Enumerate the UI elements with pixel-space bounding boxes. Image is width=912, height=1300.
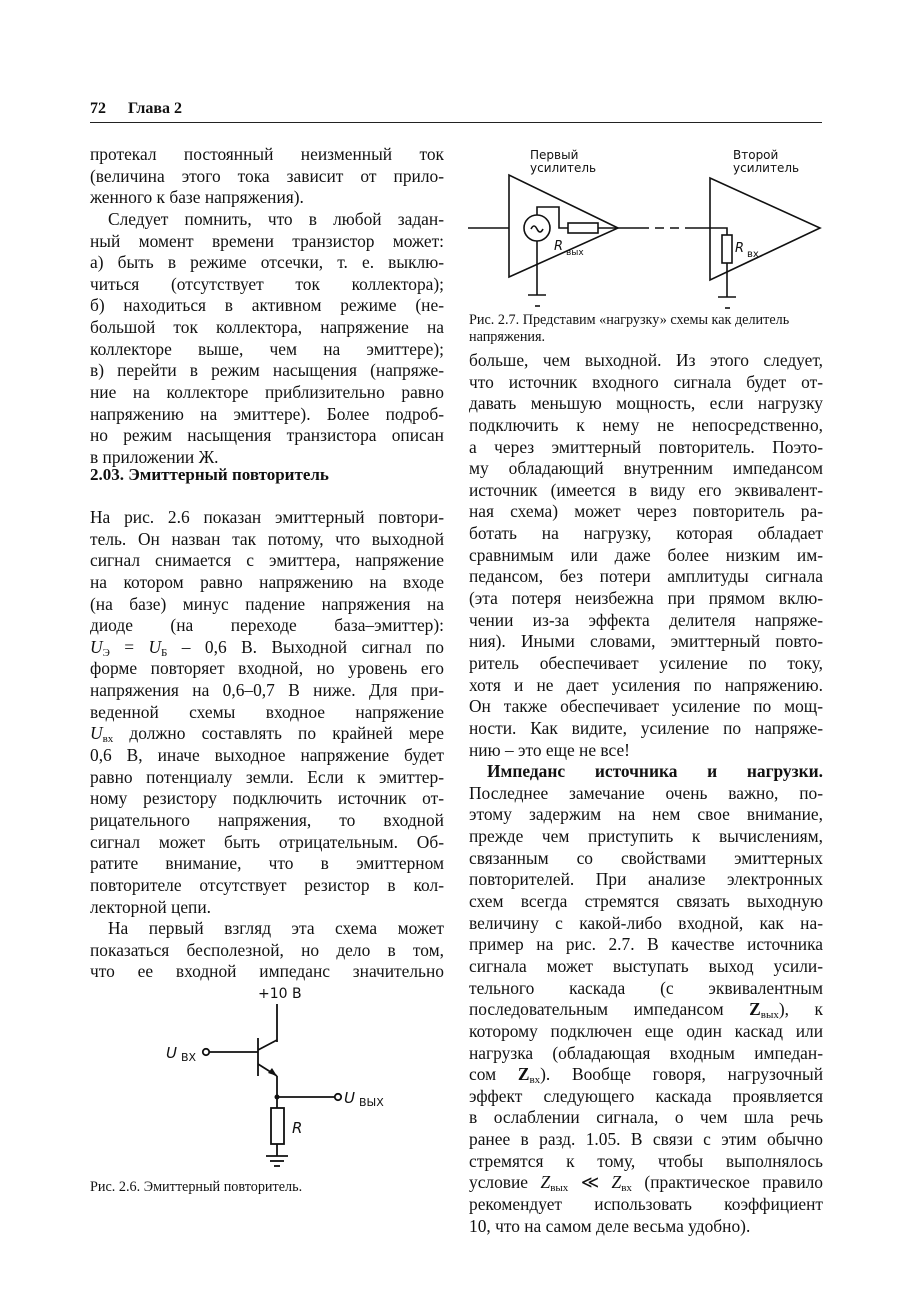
supply-label: +10 В — [258, 986, 302, 1002]
text-line: в ослаблении сигнала, о чем шла речь — [469, 1107, 823, 1128]
text-run: условие — [469, 1172, 541, 1193]
subscript: вых — [760, 1009, 779, 1022]
text-line: нагрузка (обладающая входным импедан- — [469, 1042, 823, 1063]
text-line: ности. Как видите, усиление по напряже- — [469, 717, 823, 738]
text-line: ние на коллекторе приблизительно равно — [90, 382, 444, 403]
text-line: ботать на нагрузку, которая обладает — [469, 523, 823, 544]
page-number: 72 — [90, 100, 106, 117]
text-line: большой ток коллектора, напряжение на — [90, 317, 444, 338]
caption-line: Рис. 2.7. Представим «нагрузку» схемы как делитель — [469, 312, 790, 328]
text-line: веденной схемы входное напряжение — [90, 701, 444, 722]
text-line: Он также обеспечивает усиление по мощ- — [469, 696, 823, 717]
text-line: повторителей. При анализе электронных — [469, 869, 823, 890]
text-run: – 0,6 В. Выходной сигнал по — [167, 636, 444, 657]
chapter-title: Глава 2 — [128, 100, 182, 117]
text-line — [90, 637, 444, 659]
text-line: тельного каскада (с эквивалентным — [469, 977, 823, 998]
text-line: чении из-за эффекта делителя напряже- — [469, 609, 823, 630]
text-line: На первый взгляд эта схема может — [108, 918, 444, 939]
text-line: диоде (на переходе база–эмиттер): — [90, 615, 444, 636]
text-line: связанным со свойствами эмиттерных — [469, 847, 823, 868]
text-line — [469, 999, 823, 1021]
text-line: (величина этого тока зависит от прило- — [90, 165, 444, 186]
text-line: прежде чем приступить к вычислениям, — [469, 826, 823, 847]
text-line — [469, 761, 823, 783]
first-amplifier-triangle — [509, 175, 618, 277]
header-rule — [90, 122, 822, 123]
text-line: (эта потеря неизбежна при прямом вклю- — [469, 588, 823, 609]
text-line: а через эмиттерный повторитель. Поэто- — [469, 436, 823, 457]
text-line: повторителе отсутствует резистор в кол- — [90, 874, 444, 895]
text-line: величину с какой-либо входной, как на- — [469, 912, 823, 933]
rin-label: R — [735, 241, 745, 256]
text-line: б) находиться в активном режиме (не- — [90, 295, 444, 316]
figure-2-7-caption — [469, 312, 789, 346]
text-line: эффект следующего каскада проявляется — [469, 1085, 823, 1106]
text-line: На рис. 2.6 показан эмиттерный повтори- — [90, 507, 444, 527]
text-line: сигнал снимается с эмиттера, напряжение — [90, 550, 444, 571]
text-line: что ее входной импеданс значительно — [90, 961, 444, 982]
subscript: вх — [529, 1074, 541, 1087]
subscript: вх — [102, 733, 114, 746]
text-run: Z — [517, 1064, 530, 1085]
text-line: лекторной цепи. — [90, 896, 212, 917]
right-column-text — [469, 350, 823, 1237]
text-run: Z — [611, 1172, 622, 1193]
caption-line: напряжения. — [469, 329, 546, 345]
text-line: источник (имеется в виду его эквивалент- — [469, 479, 823, 500]
text-line: схем всегда стремятся связать выходную — [469, 891, 823, 912]
text-run: последовательным импедансом — [469, 999, 750, 1020]
second-amp-label-2: усилитель — [733, 161, 800, 175]
text-line: ный момент времени транзистор может: — [90, 230, 444, 251]
text-line: подключить к нему не непосредственно, — [469, 414, 823, 435]
section-heading: 2.03. Эмиттерный повторитель — [90, 465, 329, 484]
text-run: ), к — [778, 999, 823, 1020]
text-run: сом — [469, 1064, 518, 1085]
text-run: U — [90, 636, 103, 657]
output-voltage-sub: ВЫХ — [359, 1096, 384, 1109]
text-run: U — [148, 636, 162, 657]
text-line: ратите внимание, что в эмиттерном — [90, 853, 444, 874]
text-line — [90, 723, 444, 745]
figure-2-7-amplifier-loading — [460, 140, 840, 312]
input-voltage-sub: ВХ — [181, 1051, 197, 1064]
output-voltage-label: U — [344, 1089, 355, 1107]
left-column-text-bottom — [90, 507, 444, 983]
text-run: (практическое правило — [631, 1172, 824, 1193]
subscript: вх — [621, 1182, 632, 1195]
figure-2-6-emitter-follower — [150, 975, 410, 1175]
text-line: Следует помнить, что в любой задан- — [108, 208, 444, 229]
text-line: что источник входного сигнала будет от- — [469, 371, 823, 392]
subscript: Б — [161, 646, 168, 659]
text-line: протекал постоянный неизменный ток — [90, 144, 444, 164]
text-line: равно потенциалу земли. Если к эмиттер- — [90, 766, 444, 787]
text-run: Z — [540, 1172, 551, 1193]
text-line: ранее в разд. 1.05. В связи с этим обычно — [469, 1129, 823, 1150]
text-line: в) перейти в режим насыщения (напряже- — [90, 360, 444, 381]
text-line: (на базе) минус падение напряжения на — [90, 593, 444, 614]
text-line: читься (отсутствует ток коллектора); — [90, 273, 444, 294]
text-line: напряжения на 0,6–0,7 В ниже. Для при- — [90, 680, 444, 701]
subscript: Э — [102, 646, 110, 659]
input-voltage-label: U — [166, 1044, 177, 1062]
text-line: 0,6 В, иначе выходное напряжение будет — [90, 745, 444, 766]
text-line: сигнал может быть отрицательным. Об- — [90, 831, 444, 852]
rin-sub: вх — [747, 249, 759, 260]
text-line: ния). Иными словами, эмиттерный повто- — [469, 631, 823, 652]
text-line: больше, чем выходной. Из этого следует, — [469, 350, 823, 370]
figure-2-6-caption: Рис. 2.6. Эмиттерный повторитель. — [90, 1179, 303, 1195]
text-line: 10, что на самом деле весьма удобно). — [469, 1215, 751, 1236]
left-column-text-top — [90, 144, 444, 469]
text-line: форме повторяет входной, но уровень его — [90, 658, 444, 679]
rout-label: R — [554, 239, 564, 254]
running-header — [90, 100, 200, 118]
text-run: ≪ — [568, 1172, 612, 1193]
text-run: ). Вообще говоря, нагрузочный — [540, 1064, 824, 1085]
subscript: вых — [550, 1182, 569, 1195]
text-line — [469, 1172, 823, 1194]
text-line: напряжению на эмиттере). Более подроб- — [90, 403, 444, 424]
first-amp-label-1: Первый — [530, 148, 579, 162]
text-line: но режим насыщения транзистора описан — [90, 425, 444, 446]
text-line: ному резистору подключить источник от- — [90, 788, 444, 809]
text-line: женного к базе напряжения). — [90, 187, 304, 208]
text-line: которому подключен еще один каскад или — [469, 1020, 823, 1041]
text-run: Z — [749, 999, 761, 1020]
text-line: стремятся к тому, чтобы выполнялось — [469, 1150, 823, 1171]
text-line: этому задержим на нем свое внимание, — [469, 804, 823, 825]
second-amp-label-1: Второй — [733, 148, 779, 162]
text-line: нию – это еще не все! — [469, 739, 630, 760]
text-line: ритель обеспечивает усиление по току, — [469, 652, 823, 673]
first-amp-label-2: усилитель — [530, 161, 597, 175]
resistor-label: R — [292, 1119, 303, 1137]
text-line: показаться бесполезной, но дело в том, — [90, 939, 444, 960]
text-run: U — [90, 723, 103, 744]
text-line: пример на рис. 2.7. В качестве источника — [469, 934, 823, 955]
text-run: = — [109, 636, 149, 657]
text-line: сравнимым или даже более низким им- — [469, 544, 823, 565]
rout-sub: вых — [566, 248, 584, 258]
text-run: Импеданс источника и нагрузки. — [487, 761, 823, 782]
text-line: коллекторе выше, чем на эмиттере); — [90, 338, 444, 359]
text-line: сигнала может выступать выход усили- — [469, 955, 823, 976]
text-line: ная схема) может через повторитель ра- — [469, 501, 823, 522]
text-line: в приложении Ж. — [90, 446, 219, 467]
text-line: педансом, без потери амплитуды сигнала — [469, 566, 823, 587]
text-line: рекомендует использовать коэффициент — [469, 1193, 823, 1214]
text-line: а) быть в режиме отсечки, т. е. выклю- — [90, 252, 444, 273]
text-line: давать меньшую мощность, если нагрузку — [469, 393, 823, 414]
text-run: должно составлять по крайней мере — [113, 723, 444, 744]
text-line — [469, 1064, 823, 1086]
text-line: му обладающий внутренним импедансом — [469, 458, 823, 479]
text-line: на котором равно напряжению на входе — [90, 571, 444, 592]
text-line: тель. Он назван так потому, что выходной — [90, 528, 444, 549]
text-line: Последнее замечание очень важно, по- — [469, 782, 823, 803]
text-line: рицательного напряжения, то входной — [90, 809, 444, 830]
text-line: хотя и не дает усиления по напряжению. — [469, 674, 823, 695]
